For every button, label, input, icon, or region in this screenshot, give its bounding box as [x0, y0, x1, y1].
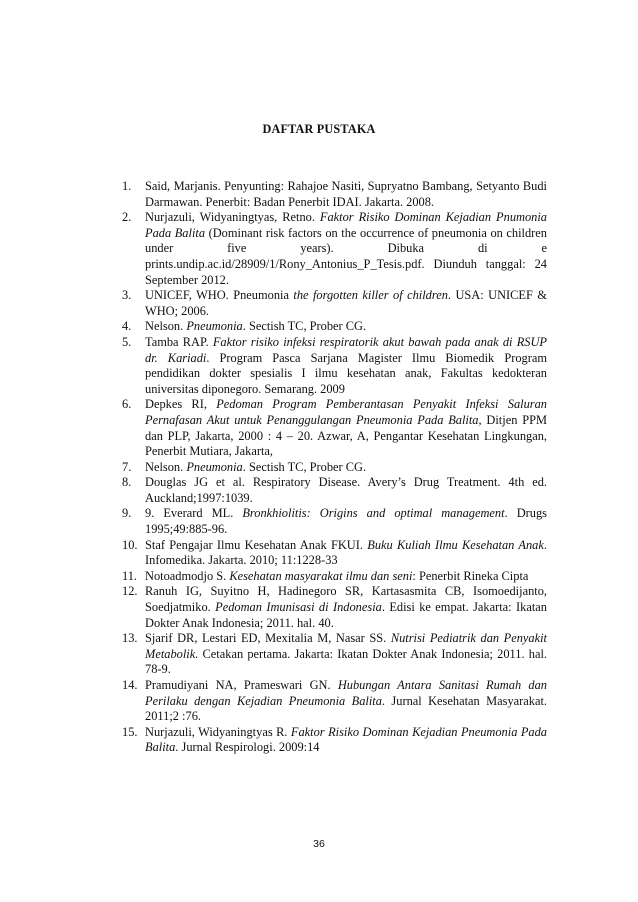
reference-text: . Infomedika. Jakarta. 2010; 11:1228-33	[145, 537, 547, 568]
reference-number: 8.	[122, 475, 132, 490]
reference-title-italic: Pedoman Program Pemberantasan Penyakit Infeksi Saluran Pernafasan Akut untuk Penanggulangan Pneumonia Pada Balita	[145, 397, 547, 427]
reference-number: 13.	[122, 631, 138, 646]
reference-number: 12.	[122, 584, 138, 599]
reference-item	[122, 335, 547, 397]
reference-text: Notoadmodjo S.	[145, 568, 230, 583]
reference-text: Douglas JG et al. Respiratory Disease. Avery’s Drug Treatment. 4th ed. Auckland;1997:1039.	[145, 475, 547, 505]
reference-number: 3.	[122, 288, 132, 303]
reference-number: 14.	[122, 678, 138, 692]
reference-title-italic: Nutrisi Pediatrik dan Penyakit Metabolik.	[145, 631, 547, 661]
reference-number: 1.	[122, 179, 132, 193]
reference-text: . Drugs 1995;49:885-96.	[145, 506, 547, 537]
reference-item	[122, 569, 547, 585]
reference-title-italic: Faktor risiko infeksi respiratorik akut bawah pada anak di RSUP dr. Kariadi	[145, 334, 547, 365]
reference-title-italic: Faktor Risiko Dominan Kejadian Pnumonia Pada Balita	[145, 210, 547, 240]
reference-title-italic: Faktor Risiko Dominan Kejadian Pneumonia Pada Balita	[145, 724, 547, 755]
reference-text: Nurjazuli, Widyaningtyas, Retno.	[145, 210, 320, 225]
reference-title-italic: Pneumonia	[186, 459, 243, 474]
reference-number: 10.	[122, 537, 138, 552]
reference-text: . Sectish TC, Prober CG.	[242, 459, 367, 474]
reference-text: Tamba RAP.	[145, 334, 213, 349]
reference-item	[122, 678, 547, 725]
reference-text: Sjarif DR, Lestari ED, Mexitalia M, Nasar SS.	[145, 631, 391, 646]
reference-title-italic: Hubungan Antara Sanitasi Rumah dan Perilaku dengan Kejadian Pneumonia Balita	[145, 678, 547, 708]
reference-item	[122, 179, 547, 210]
reference-text: Pramudiyani NA, Prameswari GN.	[145, 678, 338, 692]
reference-text: 9. Everard ML.	[145, 506, 243, 521]
reference-text: Nurjazuli, Widyaningtyas R.	[145, 724, 291, 739]
reference-text: . Jurnal Kesehatan Masyarakat. 2011;2 :76.	[145, 693, 548, 724]
reference-item	[122, 584, 547, 631]
reference-number: 11.	[122, 568, 138, 583]
reference-number: 4.	[122, 319, 132, 334]
page-number: 36	[313, 838, 325, 850]
reference-item	[122, 210, 547, 288]
reference-text: Cetakan pertama. Jakarta: Ikatan Dokter Anak Indonesia; 2011. hal. 78-9.	[145, 646, 547, 677]
reference-item	[122, 319, 547, 335]
reference-item	[122, 397, 547, 459]
reference-number: 6.	[122, 397, 132, 412]
reference-number: 7.	[122, 459, 132, 474]
reference-item	[122, 506, 547, 537]
reference-text: Depkes RI,	[145, 397, 217, 412]
reference-item	[122, 538, 547, 569]
reference-item	[122, 460, 547, 476]
reference-text: Ranuh IG, Suyitno H, Hadinegoro SR, Kartasasmita CB, Isomoedijanto, Soedjatmiko.	[145, 584, 547, 615]
reference-text: UNICEF, WHO. Pneumonia	[145, 288, 294, 303]
reference-text: . Sectish TC, Prober CG.	[242, 319, 367, 334]
reference-title-italic: Bronkhiolitis: Origins and optimal management	[242, 506, 505, 521]
reference-item	[122, 288, 547, 319]
reference-text: . USA: UNICEF & WHO; 2006.	[145, 288, 547, 318]
reference-text: : Penerbit Rineka Cipta	[412, 568, 529, 583]
reference-number: 5.	[122, 334, 132, 349]
reference-number: 2.	[122, 210, 132, 225]
reference-item	[122, 631, 547, 678]
reference-text: Nelson.	[145, 319, 187, 334]
page-title: DAFTAR PUSTAKA	[262, 122, 376, 136]
reference-text: (Dominant risk factors on the occurrence of pneumonia on children under five years). Dibuka di e prints.undip.ac.id/28909/1/Rony_Antonius_P_Tesis.pdf. Diunduh tanggal: 24 September 2012.	[145, 225, 548, 287]
reference-text: , Ditjen PPM dan PLP, Jakarta, 2000 : 4 – 20. Azwar, A, Pengantar Kesehatan Lingkungan, Penerbit Mutiara, Jakarta,	[145, 412, 547, 459]
reference-title-italic: Pedoman Imunisasi di Indonesia	[215, 600, 382, 615]
reference-number: 9.	[122, 506, 132, 521]
reference-text: Staf Pengajar Ilmu Kesehatan Anak FKUI.	[145, 537, 368, 552]
reference-text: Nelson.	[145, 459, 187, 474]
reference-text: . Jurnal Respirologi. 2009:14	[175, 740, 320, 755]
reference-number: 15.	[122, 724, 138, 739]
reference-text: . Edisi ke empat. Jakarta: Ikatan Dokter Anak Indonesia; 2011. hal. 40.	[145, 600, 547, 630]
reference-text: Said, Marjanis. Penyunting: Rahajoe Nasiti, Supryatno Bambang, Setyanto Budi Darmawan. Penerbit: Badan Penerbit IDAI. Jakarta. 2008.	[145, 179, 547, 209]
reference-title-italic: Kesehatan masyarakat ilmu dan seni	[229, 568, 413, 583]
reference-text: . Program Pasca Sarjana Magister Ilmu Biomedik Program pendidikan dokter spesialis I ilmu kesehatan anak, Fakultas kedokteran universitas diponegoro. Semarang. 2009	[145, 350, 547, 396]
reference-title-italic: Buku Kuliah Ilmu Kesehatan Anak	[367, 537, 544, 552]
reference-item	[122, 725, 547, 756]
reference-title-italic: the forgotten killer of children	[293, 288, 448, 303]
reference-title-italic: Pneumonia	[186, 319, 243, 334]
reference-item	[122, 475, 547, 506]
reference-list	[122, 179, 547, 756]
